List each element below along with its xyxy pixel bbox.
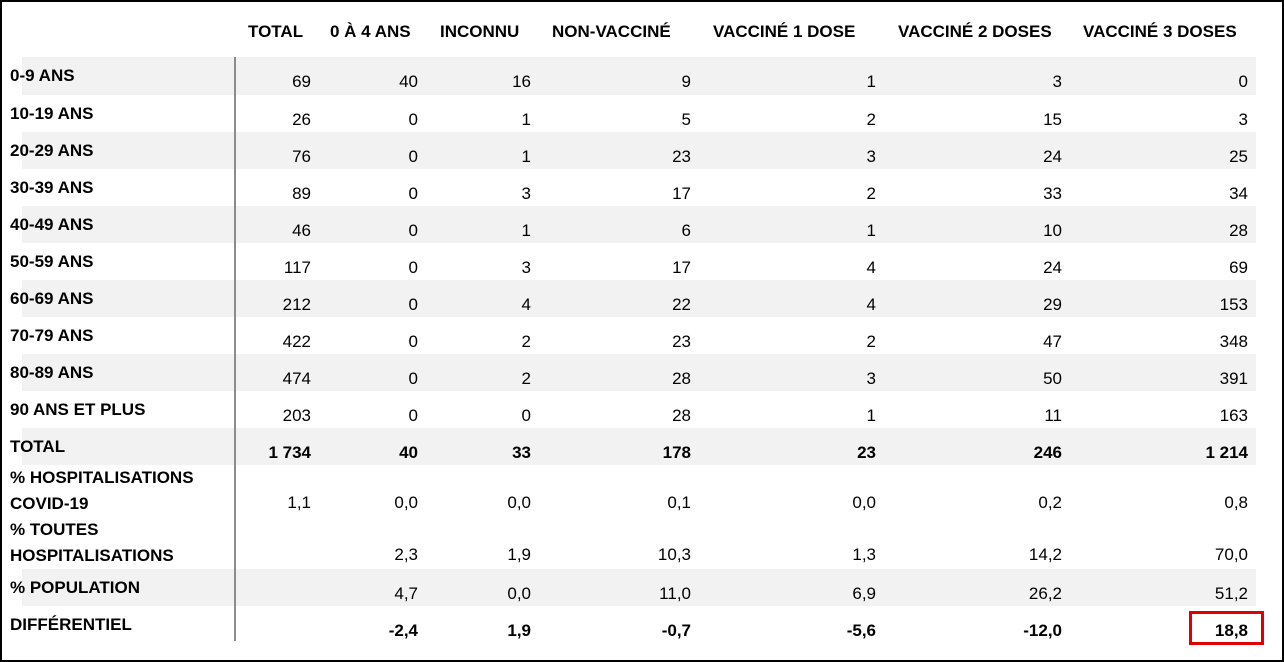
- col-header-vaccine-3-doses: VACCINÉ 3 DOSES: [1083, 22, 1237, 41]
- table-cell: 89: [292, 184, 311, 203]
- table-cell: 0,0: [852, 493, 876, 512]
- table-cell: 1,9: [507, 545, 531, 564]
- table-cell: 178: [662, 443, 691, 462]
- table-cell: 4,7: [394, 584, 418, 603]
- table-cell: 0: [408, 147, 418, 166]
- table-cell: -2,4: [388, 621, 418, 640]
- table-cell: 348: [1219, 332, 1248, 351]
- table-cell: 391: [1219, 369, 1248, 388]
- table-cell: 0: [521, 406, 531, 425]
- table-cell: 0,0: [507, 493, 531, 512]
- table-cell: 422: [282, 332, 311, 351]
- row-label: TOTAL: [10, 437, 66, 456]
- table-cell: 23: [672, 332, 691, 351]
- table-cell: 11: [1044, 406, 1062, 425]
- table-cell: 3: [1052, 72, 1062, 91]
- table-cell: 0: [408, 110, 418, 129]
- table-cell: 2,3: [394, 545, 418, 564]
- table-cell: 23: [857, 443, 876, 462]
- table-cell: 33: [1043, 184, 1062, 203]
- column-divider: [234, 57, 236, 641]
- table-cell: 28: [672, 406, 691, 425]
- table-cell: 3: [521, 184, 531, 203]
- table-cell: 0,0: [507, 584, 531, 603]
- table-row: [22, 354, 1256, 391]
- table-row: [22, 132, 1256, 169]
- table-cell: 16: [512, 72, 531, 91]
- table-cell: -12,0: [1023, 621, 1062, 640]
- table-cell: 10: [1043, 221, 1062, 240]
- table-cell: 11,0: [659, 584, 691, 603]
- table-cell: 26: [292, 110, 311, 129]
- row-label: % HOSPITALISATIONS: [10, 468, 194, 487]
- table-cell: 24: [1043, 147, 1062, 166]
- table-row: [22, 243, 1256, 280]
- table-cell: 14,2: [1028, 545, 1062, 564]
- table-cell: 153: [1219, 295, 1248, 314]
- table-cell: 3: [866, 369, 876, 388]
- table-row: [22, 606, 1256, 643]
- table-cell: 46: [292, 221, 311, 240]
- table-cell: 34: [1229, 184, 1248, 203]
- table-cell: 1: [521, 147, 531, 166]
- table-cell: 24: [1043, 258, 1062, 277]
- row-label: COVID-19: [10, 494, 89, 513]
- table-cell: 163: [1219, 406, 1248, 425]
- table-cell: 4: [521, 295, 531, 314]
- table-cell: 0: [408, 295, 418, 314]
- table-cell: 212: [282, 295, 311, 314]
- row-label: % TOUTES: [10, 520, 99, 539]
- table-row: [22, 280, 1256, 317]
- table-cell: 40: [399, 443, 418, 462]
- table-cell: 15: [1043, 110, 1062, 129]
- table-cell: -5,6: [846, 621, 876, 640]
- row-label: 40-49 ANS: [10, 215, 94, 234]
- table-cell: 17: [672, 184, 691, 203]
- table-cell: 76: [292, 147, 311, 166]
- table-cell: 18,8: [1214, 621, 1248, 640]
- row-label: 70-79 ANS: [10, 326, 94, 345]
- table-cell: 1: [521, 110, 531, 129]
- table-cell: 28: [672, 369, 691, 388]
- row-label: 50-59 ANS: [10, 252, 94, 271]
- table-cell: 1 734: [268, 443, 311, 462]
- highlight-box: [1189, 611, 1264, 645]
- col-header-non-vaccine: NON-VACCINÉ: [552, 22, 671, 41]
- table-cell: 1,3: [852, 545, 876, 564]
- table-cell: 22: [672, 295, 691, 314]
- col-header-inconnu: INCONNU: [440, 22, 520, 41]
- table-cell: 70,0: [1214, 545, 1248, 564]
- row-label: 10-19 ANS: [10, 104, 94, 123]
- table-row: [22, 317, 1256, 354]
- table-cell: 0,2: [1038, 493, 1062, 512]
- table-cell: 0: [408, 184, 418, 203]
- table-cell: 2: [866, 184, 876, 203]
- table-cell: 9: [681, 72, 691, 91]
- table-cell: 29: [1043, 295, 1062, 314]
- row-label: 0-9 ANS: [10, 66, 75, 85]
- table-cell: 26,2: [1028, 584, 1062, 603]
- col-header-vaccine-2-doses: VACCINÉ 2 DOSES: [898, 22, 1052, 41]
- table-row: [22, 517, 1256, 569]
- row-label: % POPULATION: [10, 578, 141, 597]
- table-cell: 0: [408, 369, 418, 388]
- table-cell: 17: [672, 258, 691, 277]
- table-cell: 51,2: [1214, 584, 1248, 603]
- table-cell: 1 214: [1205, 443, 1248, 462]
- table-row: [22, 57, 1256, 95]
- table-cell: 69: [292, 72, 311, 91]
- table-cell: 0,0: [394, 493, 418, 512]
- table-cell: 1: [866, 72, 876, 91]
- table-cell: 0,8: [1224, 493, 1248, 512]
- table-row: [22, 169, 1256, 206]
- row-label: HOSPITALISATIONS: [10, 546, 174, 565]
- table-row: [22, 569, 1256, 606]
- table-cell: 33: [512, 443, 531, 462]
- table-cell: 47: [1043, 332, 1062, 351]
- col-header-vaccine-1-dose: VACCINÉ 1 DOSE: [713, 22, 856, 41]
- row-label: 60-69 ANS: [10, 289, 94, 308]
- table-row: [22, 465, 1256, 517]
- table-cell: 3: [521, 258, 531, 277]
- table-cell: 0,1: [667, 493, 691, 512]
- row-label: 30-39 ANS: [10, 178, 94, 197]
- table-cell: 0: [1238, 72, 1248, 91]
- table-cell: 2: [866, 110, 876, 129]
- table-row: [22, 206, 1256, 243]
- table-cell: 50: [1043, 369, 1062, 388]
- table-cell: 1: [866, 406, 876, 425]
- row-label: DIFFÉRENTIEL: [10, 615, 132, 634]
- table-row: [22, 428, 1256, 465]
- table-cell: 0: [408, 332, 418, 351]
- table-cell: 0: [408, 406, 418, 425]
- table-cell: 474: [282, 369, 311, 388]
- table-cell: 40: [399, 72, 418, 91]
- table-cell: 25: [1229, 147, 1248, 166]
- col-header-0-4-ans: 0 À 4 ANS: [330, 22, 411, 41]
- table-row: [22, 95, 1256, 132]
- table-cell: 0: [408, 221, 418, 240]
- table-cell: 117: [283, 258, 311, 277]
- table-cell: 2: [521, 369, 531, 388]
- table-cell: 6,9: [852, 584, 876, 603]
- row-label: 80-89 ANS: [10, 363, 94, 382]
- table-cell: 1,9: [507, 621, 531, 640]
- table-cell: 5: [681, 110, 691, 129]
- table-cell: 6: [681, 221, 691, 240]
- table-cell: 69: [1229, 258, 1248, 277]
- row-label: 90 ANS ET PLUS: [10, 400, 146, 419]
- table-row: [22, 391, 1256, 428]
- row-label: 20-29 ANS: [10, 141, 94, 160]
- table-cell: 2: [521, 332, 531, 351]
- table-cell: 3: [866, 147, 876, 166]
- table-cell: 1: [866, 221, 876, 240]
- table-cell: 4: [866, 258, 876, 277]
- table-cell: -0,7: [661, 621, 691, 640]
- table-cell: 23: [672, 147, 691, 166]
- table-cell: 203: [282, 406, 311, 425]
- table-cell: 28: [1229, 221, 1248, 240]
- table-cell: 0: [408, 258, 418, 277]
- table-cell: 246: [1033, 443, 1062, 462]
- col-header-total: TOTAL: [248, 22, 304, 41]
- table-cell: 1: [521, 221, 531, 240]
- table-cell: 4: [866, 295, 876, 314]
- table-cell: 1,1: [287, 493, 311, 512]
- table-cell: 2: [866, 332, 876, 351]
- table-cell: 10,3: [657, 545, 691, 564]
- table-cell: 3: [1238, 110, 1248, 129]
